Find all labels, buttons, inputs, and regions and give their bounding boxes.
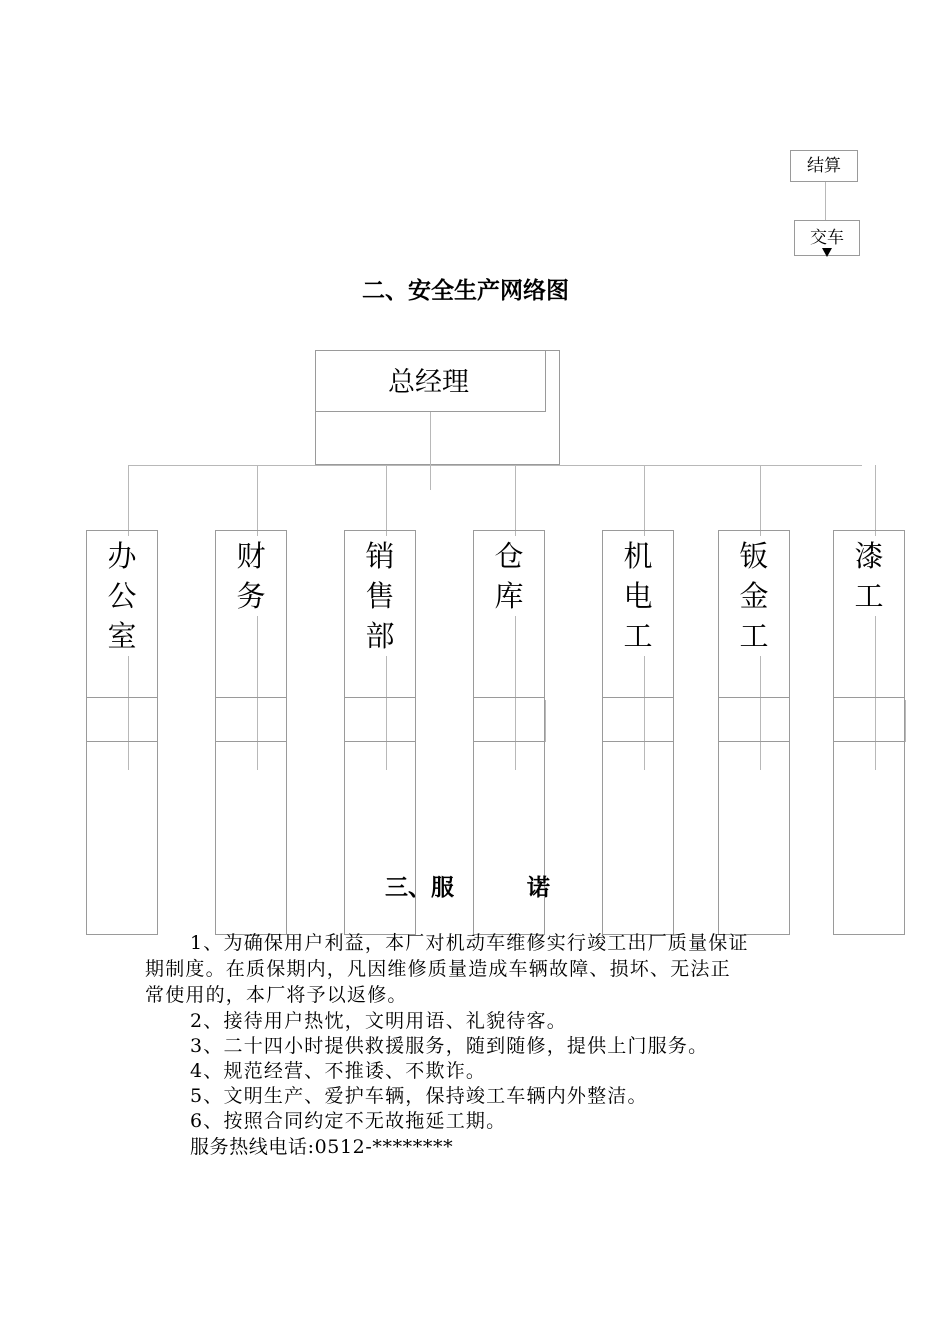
dept-label-char: 务 [231,576,271,616]
dept-label-char: 仓 [489,536,529,576]
dept-label-char: 工 [849,576,889,616]
settle-label: 结算 [807,156,841,176]
dept-lower-box [718,697,790,935]
dept-lower-box [215,697,287,935]
dept-label [231,536,271,616]
service-line-5: 3、二十四小时提供救援服务，随到随修，提供上门服务。 [190,1035,709,1057]
section3-title-right: 诺 [527,875,550,901]
dept-lower-box [86,697,158,935]
root-stem [430,412,431,490]
dept-label-char: 金 [734,576,774,616]
service-line-3: 常使用的，本厂将予以返修。 [145,984,408,1006]
dept-label [102,536,142,656]
dept-lower-box [602,697,674,935]
dept-label-char: 公 [102,576,142,616]
dept-label [618,536,658,656]
dept-label-char: 工 [618,616,658,656]
service-line-4: 2、接待用户热忱，文明用语、礼貌待客。 [190,1010,567,1032]
root-label: 总经理 [388,367,469,398]
settle-box [790,150,858,182]
org-horizontal-line [128,465,862,466]
dept-label-char: 库 [489,576,529,616]
dept-label-char: 钣 [734,536,774,576]
dept-label-char: 财 [231,536,271,576]
box-edge-line [905,700,906,742]
service-line-8: 6、按照合同约定不无故拖延工期。 [190,1110,507,1132]
section3-title-left: 三、服 [385,875,454,901]
dept-label [734,536,774,656]
flow-connector [825,182,826,220]
service-line-7: 5、文明生产、爱护车辆，保持竣工车辆内外整洁。 [190,1085,648,1107]
dept-label-char: 办 [102,536,142,576]
service-line-1: 1、为确保用户利益，本厂对机动车维修实行竣工出厂质量保证 [190,932,749,954]
dept-label-char: 工 [734,616,774,656]
dept-label-char: 室 [102,616,142,656]
dept-label-char: 销 [360,536,400,576]
delivery-label: 交车 [810,228,844,248]
dept-label [489,536,529,616]
dept-label [849,536,889,616]
dept-lower-box [833,697,905,935]
service-line-2: 期制度。在质保期内，凡因维修质量造成车辆故障、损坏、无法正 [145,958,731,980]
service-hotline: 服务热线电话:0512-******** [190,1136,454,1158]
dept-label-char: 漆 [849,536,889,576]
dept-label [360,536,400,656]
dept-label-char: 售 [360,576,400,616]
box-edge-line [545,700,546,742]
dept-label-char: 电 [618,576,658,616]
service-line-6: 4、规范经营、不推诿、不欺诈。 [190,1060,487,1082]
dept-label-char: 部 [360,616,400,656]
dept-label-char: 机 [618,536,658,576]
arrow-down-icon [822,248,832,257]
section2-title: 二、安全生产网络图 [362,278,569,304]
